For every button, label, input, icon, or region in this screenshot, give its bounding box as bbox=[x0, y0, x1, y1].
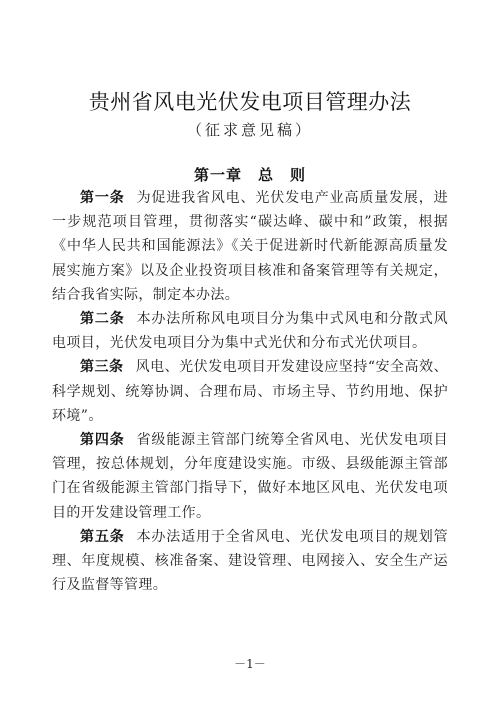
article-label: 第二条 bbox=[80, 311, 125, 328]
article-text: 风电、光伏发电项目开发建设应坚持“安全高效、科学规划、统筹协调、合理布局、市场主导、节约用地、保护环境”。 bbox=[52, 359, 448, 424]
page-number: －1－ bbox=[234, 657, 266, 671]
article-3 bbox=[52, 355, 448, 428]
document-title: 贵州省风电光伏发电项目管理办法 bbox=[88, 90, 412, 114]
article-label: 第一条 bbox=[80, 190, 125, 206]
article-text: 本办法适用于全省风电、光伏发电项目的规划管理、年度规模、核准备案、建设管理、电网接入、安全生产运行及监督等管理。 bbox=[52, 528, 448, 594]
article-label: 第三条 bbox=[80, 359, 124, 376]
article-label: 第五条 bbox=[80, 528, 125, 545]
chapter-heading: 第一章 总 则 bbox=[193, 166, 306, 184]
document-subtitle: （征求意见稿） bbox=[186, 121, 313, 139]
article-label: 第四条 bbox=[80, 432, 125, 449]
article-4 bbox=[52, 428, 448, 525]
article-text: 本办法所称风电项目分为集中式风电和分散式风电项目，光伏发电项目分为集中式光伏和分布式光伏项目。 bbox=[52, 311, 448, 352]
article-1 bbox=[52, 186, 448, 307]
article-text: 省级能源主管部门统筹全省风电、光伏发电项目管理，按总体规划，分年度建设实施。市级、县级能源主管部门在省级能源主管部门指导下，做好本地区风电、光伏发电项目的开发建设管理工作。 bbox=[52, 432, 448, 521]
article-text: 为促进我省风电、光伏发电产业高质量发展，进一步规范项目管理，贯彻落实“碳达峰、碳中和”政策，根据《中华人民共和国能源法》《关于促进新时代新能源高质量发展实施方案》以及企业投资项目核准和备案管理等有关规定，结合我省实际，制定本办法。 bbox=[52, 190, 448, 303]
document-body bbox=[52, 186, 448, 597]
article-5 bbox=[52, 525, 448, 598]
article-2 bbox=[52, 307, 448, 355]
